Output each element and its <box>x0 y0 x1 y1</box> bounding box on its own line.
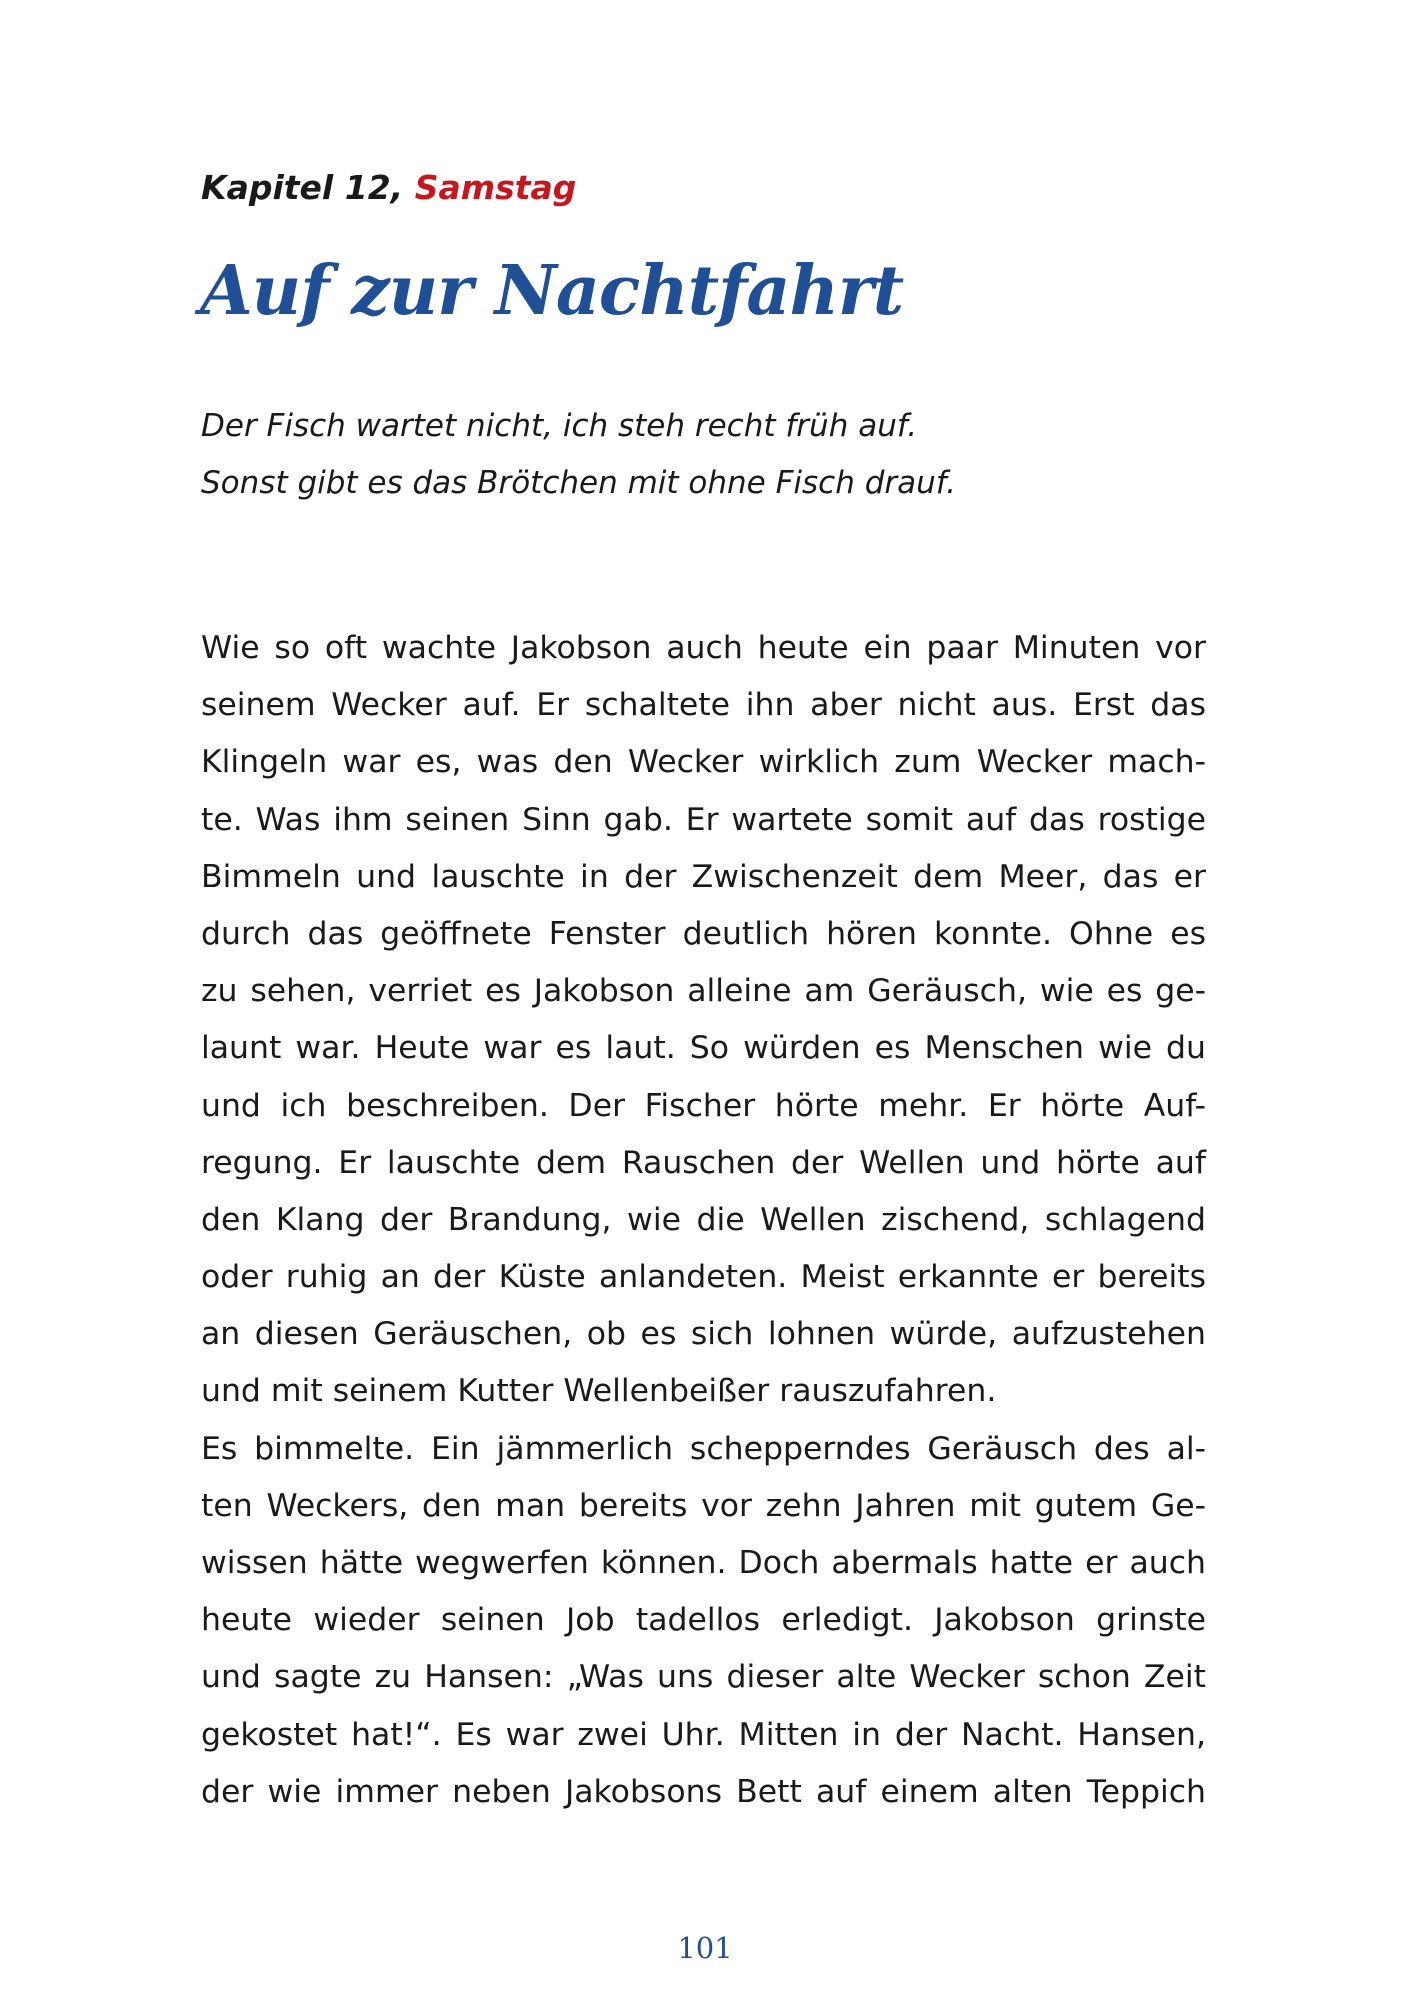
chapter-number: Kapitel 12, <box>201 168 404 207</box>
body-line: gekostet hat!“. Es war zwei Uhr. Mitten in der Nacht. Hansen, <box>201 1716 1206 1753</box>
epigraph <box>201 398 956 512</box>
body-line: te. Was ihm seinen Sinn gab. Er wartete somit auf das rostige <box>201 801 1206 838</box>
body-line: durch das geöffnete Fenster deutlich hören konnte. Ohne es <box>201 915 1206 952</box>
body-line: zu sehen, verriet es Jakobson alleine am Geräusch, wie es ge- <box>201 973 1206 1010</box>
body-line: und mit seinem Kutter Wellenbeißer rauszufahren. <box>201 1373 997 1410</box>
body-line: der wie immer neben Jakobsons Bett auf einem alten Teppich <box>201 1773 1206 1810</box>
body-text <box>201 620 1206 1821</box>
body-line: und sagte zu Hansen: „Was uns dieser alte Wecker schon Zeit <box>201 1659 1206 1696</box>
body-line: Bimmeln und lauschte in der Zwischenzeit dem Meer, das er <box>201 858 1206 895</box>
chapter-title: Auf zur Nachtfahrt <box>200 251 904 331</box>
body-line: Klingeln war es, was den Wecker wirklich zum Wecker mach- <box>201 744 1206 781</box>
page-number: 101 <box>677 1931 733 1965</box>
chapter-label <box>201 168 576 208</box>
body-line: seinem Wecker auf. Er schaltete ihn aber nicht aus. Erst das <box>201 687 1206 724</box>
body-line: ten Weckers, den man bereits vor zehn Jahren mit gutem Ge- <box>201 1487 1206 1524</box>
epigraph-line: Sonst gibt es das Brötchen mit ohne Fisch drauf. <box>201 465 957 501</box>
body-line: heute wieder seinen Job tadellos erledigt. Jakobson grinste <box>201 1602 1206 1639</box>
epigraph-line: Der Fisch wartet nicht, ich steh recht früh auf. <box>201 408 918 444</box>
body-line: und ich beschreiben. Der Fischer hörte mehr. Er hörte Auf- <box>201 1087 1206 1124</box>
body-line: wissen hätte wegwerfen können. Doch abermals hatte er auch <box>201 1545 1206 1581</box>
chapter-day: Samstag <box>414 168 577 207</box>
body-line: Wie so oft wachte Jakobson auch heute ein paar Minuten vor <box>201 630 1206 666</box>
body-line: regung. Er lauschte dem Rauschen der Wellen und hörte auf <box>201 1144 1206 1181</box>
body-line: oder ruhig an der Küste anlandeten. Meist erkannte er bereits <box>201 1259 1206 1296</box>
body-line: an diesen Geräuschen, ob es sich lohnen würde, aufzustehen <box>201 1316 1206 1353</box>
body-line: launt war. Heute war es laut. So würden es Menschen wie du <box>201 1030 1206 1067</box>
body-line: Es bimmelte. Ein jämmerlich schepperndes Geräusch des al- <box>201 1430 1206 1467</box>
body-line: den Klang der Brandung, wie die Wellen zischend, schlagend <box>201 1201 1206 1238</box>
